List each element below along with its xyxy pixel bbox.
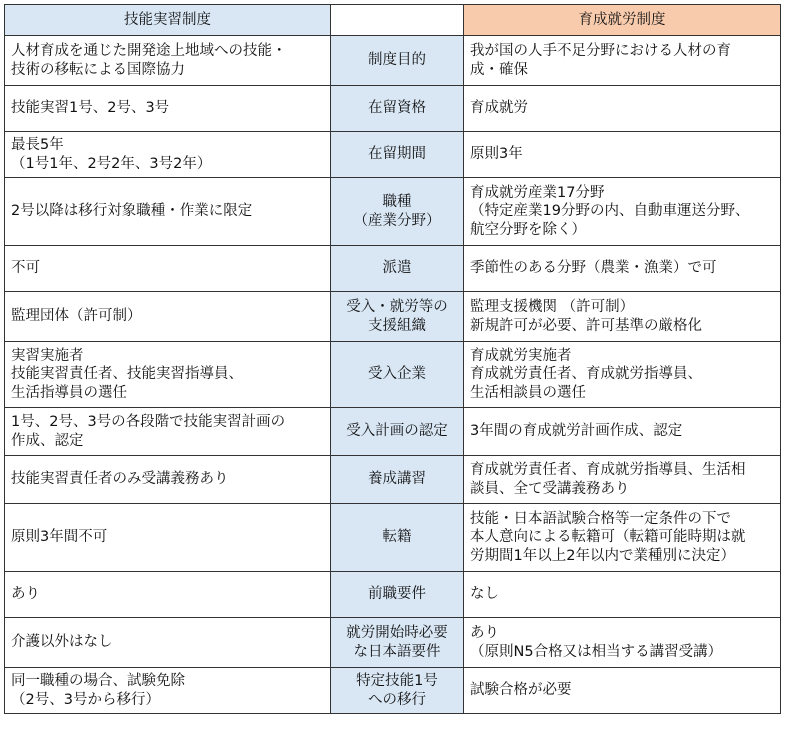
item-label-cell: 受入計画の認定: [331, 408, 464, 456]
employment-for-skill-cell: 育成就労産業17分野 （特定産業19分野の内、自動車運送分野、 航空分野を除く）: [464, 178, 781, 246]
employment-for-skill-cell: 原則3年: [464, 132, 781, 178]
technical-intern-cell: 技能実習責任者のみ受講義務あり: [5, 456, 331, 504]
table-row: [5, 668, 781, 714]
table-row: [5, 246, 781, 292]
table-row: [5, 456, 781, 504]
technical-intern-cell: 最長5年 （1号1年、2号2年、3号2年）: [5, 132, 331, 178]
table-row: [5, 572, 781, 618]
table-row: [5, 292, 781, 342]
item-label-cell: 転籍: [331, 504, 464, 572]
technical-intern-cell: 介護以外はなし: [5, 618, 331, 668]
header-row: [5, 5, 781, 36]
technical-intern-cell: 1号、2号、3号の各段階で技能実習計画の 作成、認定: [5, 408, 331, 456]
item-label-cell: 在留資格: [331, 86, 464, 132]
table-row: [5, 132, 781, 178]
technical-intern-cell: 原則3年間不可: [5, 504, 331, 572]
employment-for-skill-cell: 試験合格が必要: [464, 668, 781, 714]
employment-for-skill-cell: 育成就労実施者 育成就労責任者、育成就労指導員、 生活相談員の選任: [464, 342, 781, 408]
table-row: [5, 618, 781, 668]
table-row: [5, 342, 781, 408]
item-label-cell: 派遣: [331, 246, 464, 292]
technical-intern-cell: 2号以降は移行対象職種・作業に限定: [5, 178, 331, 246]
comparison-table: [4, 4, 781, 714]
table-row: [5, 86, 781, 132]
item-label-cell: 受入・就労等の 支援組織: [331, 292, 464, 342]
table-row: [5, 36, 781, 86]
employment-for-skill-cell: 育成就労責任者、育成就労指導員、生活相 談員、全て受講義務あり: [464, 456, 781, 504]
employment-for-skill-cell: 育成就労: [464, 86, 781, 132]
item-label-cell: 職種 （産業分野）: [331, 178, 464, 246]
technical-intern-cell: 監理団体（許可制）: [5, 292, 331, 342]
table-row: [5, 178, 781, 246]
employment-for-skill-cell: 我が国の人手不足分野における人材の育 成・確保: [464, 36, 781, 86]
technical-intern-cell: 同一職種の場合、試験免除 （2号、3号から移行）: [5, 668, 331, 714]
employment-for-skill-cell: 監理支援機関 （許可制） 新規許可が必要、許可基準の厳格化: [464, 292, 781, 342]
employment-for-skill-cell: 3年間の育成就労計画作成、認定: [464, 408, 781, 456]
table-row: [5, 408, 781, 456]
item-label-cell: 制度目的: [331, 36, 464, 86]
technical-intern-cell: 技能実習1号、2号、3号: [5, 86, 331, 132]
technical-intern-cell: あり: [5, 572, 331, 618]
employment-for-skill-cell: 季節性のある分野（農業・漁業）で可: [464, 246, 781, 292]
table-row: [5, 504, 781, 572]
technical-intern-cell: 不可: [5, 246, 331, 292]
item-label-cell: 在留期間: [331, 132, 464, 178]
technical-intern-cell: 人材育成を通じた開発途上地域への技能・ 技術の移転による国際協力: [5, 36, 331, 86]
item-label-cell: 養成講習: [331, 456, 464, 504]
item-label-cell: 特定技能1号 への移行: [331, 668, 464, 714]
employment-for-skill-cell: あり （原則N5合格又は相当する講習受講）: [464, 618, 781, 668]
item-label-cell: 受入企業: [331, 342, 464, 408]
item-label-cell: 前職要件: [331, 572, 464, 618]
header-employment-for-skill: 育成就労制度: [464, 5, 781, 36]
header-item: [331, 5, 464, 36]
employment-for-skill-cell: なし: [464, 572, 781, 618]
header-technical-intern: 技能実習制度: [5, 5, 331, 36]
item-label-cell: 就労開始時必要 な日本語要件: [331, 618, 464, 668]
technical-intern-cell: 実習実施者 技能実習責任者、技能実習指導員、 生活指導員の選任: [5, 342, 331, 408]
employment-for-skill-cell: 技能・日本語試験合格等一定条件の下で 本人意向による転籍可（転籍可能時期は就 労期間1年以上2年以内で業種別に決定）: [464, 504, 781, 572]
